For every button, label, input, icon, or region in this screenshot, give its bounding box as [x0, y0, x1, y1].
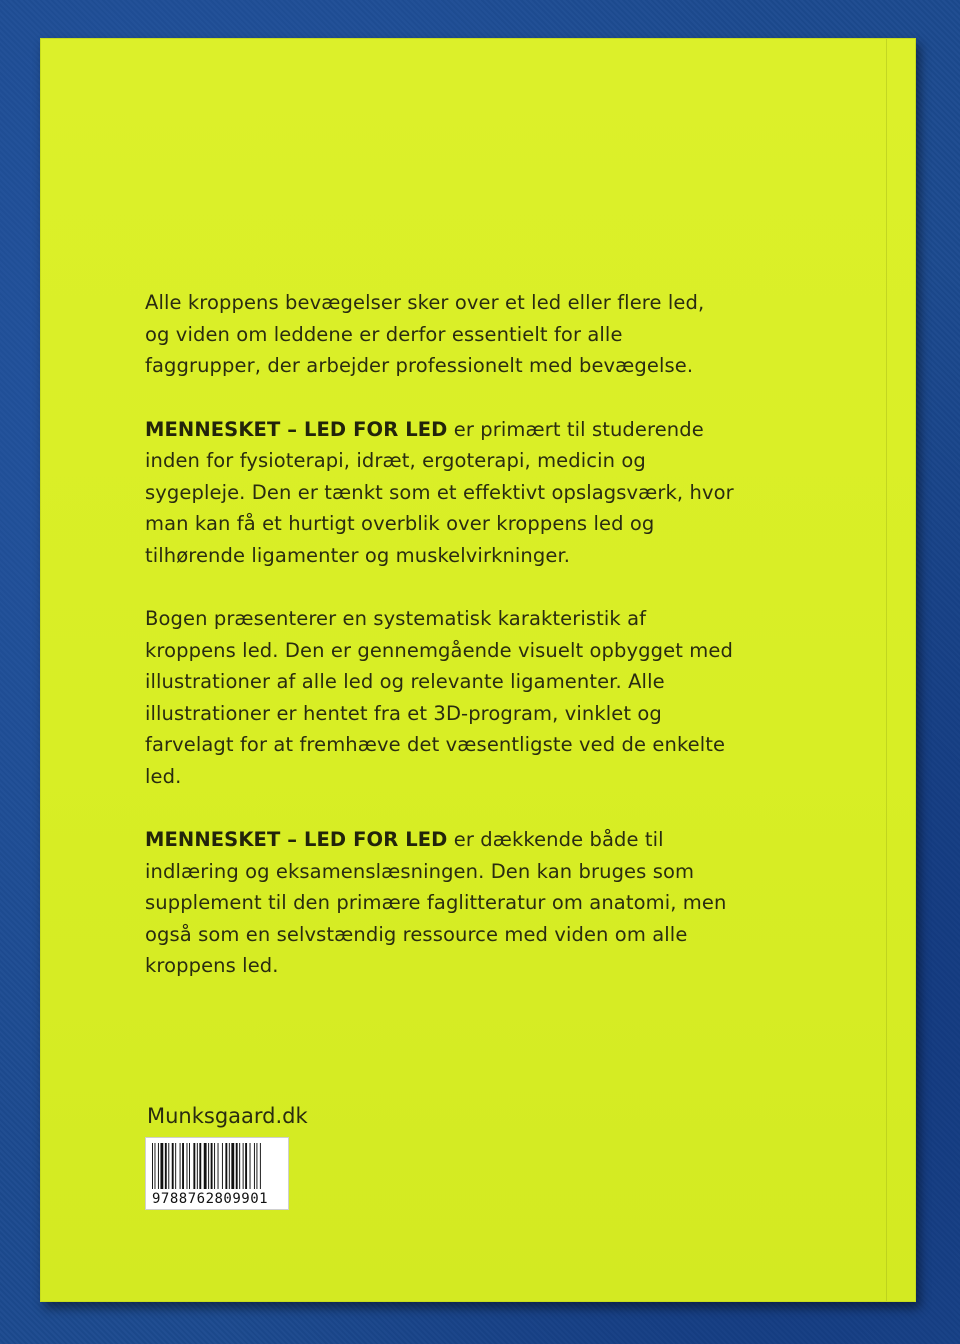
isbn-barcode	[145, 1137, 289, 1210]
barcode-bar	[222, 1143, 223, 1189]
barcode-bars	[152, 1143, 284, 1189]
barcode-bar	[155, 1143, 156, 1189]
barcode-bar	[211, 1143, 213, 1189]
barcode-bar	[239, 1143, 240, 1189]
barcode-bar	[197, 1143, 198, 1189]
barcode-bar	[168, 1143, 169, 1189]
barcode-bar	[165, 1143, 167, 1189]
barcode-bar	[182, 1143, 184, 1189]
barcode-bar	[199, 1143, 201, 1189]
barcode-bar	[231, 1143, 234, 1189]
barcode-bar	[193, 1143, 195, 1189]
barcode-bar	[175, 1143, 176, 1189]
blurb-text	[145, 287, 735, 1014]
barcode-bar	[160, 1143, 163, 1189]
blurb-paragraph-3: Bogen præsenterer en systematisk karakteristik af kroppens led. Den er gennemgående visuelt opbygget med illustrationer af alle led og relevante ligamenter. Alle illustrationer er hentet fra et 3D-program, vinklet og farvelagt for at fremhæve det væsentligste ved de enkelte led.	[145, 607, 733, 788]
isbn-number: 9788762809901	[152, 1191, 269, 1207]
barcode-bar	[256, 1143, 257, 1189]
barcode-bar	[180, 1143, 181, 1189]
barcode-bar	[152, 1143, 153, 1189]
barcode-bar	[245, 1143, 247, 1189]
blurb-paragraph-4	[145, 824, 735, 982]
barcode-bar	[218, 1143, 219, 1189]
barcode-bar	[208, 1143, 209, 1189]
barcode-bar	[236, 1143, 238, 1189]
barcode-bar	[254, 1143, 255, 1189]
publisher-url: Munksgaard.dk	[147, 1104, 308, 1128]
blurb-paragraph-4-text: er dækkende både til indlæring og eksamenslæsningen. Den kan bruges som supplement til den primære faglitteratur om anatomi, men også som en selvstændig ressource med viden om alle kroppens led.	[145, 828, 727, 977]
barcode-bar	[243, 1143, 244, 1189]
blurb-paragraph-2	[145, 414, 735, 572]
barcode-bar	[225, 1143, 227, 1189]
blurb-paragraph-1: Alle kroppens bevægelser sker over et led eller flere led, og viden om leddene er derfor essentielt for alle faggrupper, der arbejder professionelt med bevægelse.	[145, 291, 705, 377]
barcode-bar	[158, 1143, 159, 1189]
barcode-bar	[260, 1143, 261, 1189]
barcode-bar	[250, 1143, 251, 1189]
barcode-bar	[187, 1143, 188, 1189]
barcode-bar	[229, 1143, 230, 1189]
barcode-bar	[172, 1143, 174, 1189]
book-title-bold: MENNESKET – LED FOR LED	[145, 828, 448, 851]
barcode-bar	[189, 1143, 190, 1189]
barcode-bar	[204, 1143, 207, 1189]
barcode-bar	[214, 1143, 215, 1189]
book-title-bold: MENNESKET – LED FOR LED	[145, 417, 448, 441]
book-back-cover	[40, 38, 916, 1302]
blurb-paragraph-2-text: er primært til studerende inden for fysioterapi, idræt, ergoterapi, medicin og sygepleje. Den er tænkt som et effektivt opslagsværk, hvor man kan få et hurtigt overblik over kroppens led og tilhørende ligamenter og muskelvirkninger.	[145, 417, 734, 567]
